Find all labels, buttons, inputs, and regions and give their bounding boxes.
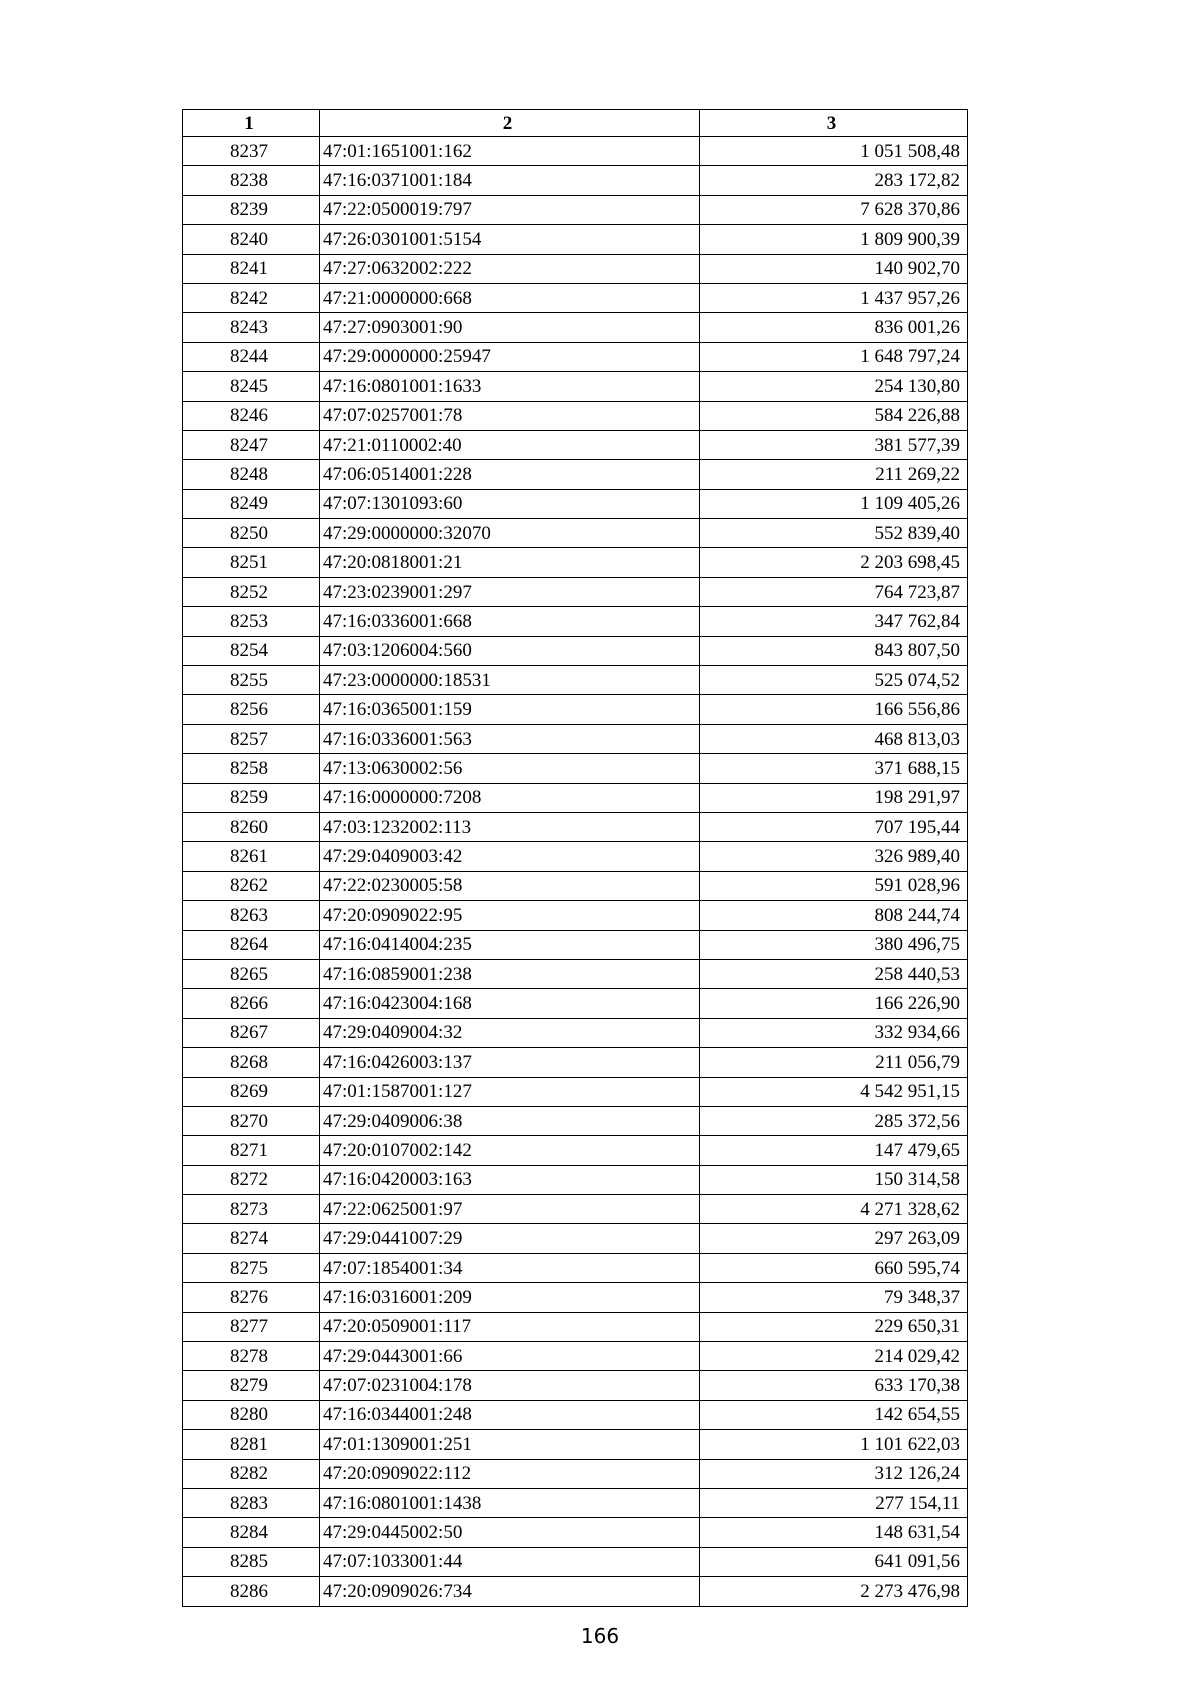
value-cell: 525 074,52 — [700, 666, 968, 695]
value-cell: 2 203 698,45 — [700, 548, 968, 577]
row-number-cell: 8279 — [183, 1371, 320, 1400]
value-cell: 552 839,40 — [700, 519, 968, 548]
value-cell: 347 762,84 — [700, 607, 968, 636]
cadastral-number-cell: 47:16:0336001:563 — [320, 724, 700, 753]
table-row — [183, 1577, 968, 1606]
table-row — [183, 166, 968, 195]
value-cell: 371 688,15 — [700, 754, 968, 783]
row-number-cell: 8266 — [183, 989, 320, 1018]
value-cell: 4 271 328,62 — [700, 1195, 968, 1224]
value-cell: 808 244,74 — [700, 901, 968, 930]
table-row — [183, 1136, 968, 1165]
row-number-cell: 8245 — [183, 372, 320, 401]
table-row — [183, 607, 968, 636]
value-cell: 214 029,42 — [700, 1342, 968, 1371]
row-number-cell: 8275 — [183, 1253, 320, 1282]
cadastral-number-cell: 47:29:0000000:32070 — [320, 519, 700, 548]
row-number-cell: 8255 — [183, 666, 320, 695]
value-cell: 660 595,74 — [700, 1253, 968, 1282]
table-row — [183, 548, 968, 577]
cadastral-number-cell: 47:16:0426003:137 — [320, 1048, 700, 1077]
table-row — [183, 519, 968, 548]
value-cell: 764 723,87 — [700, 577, 968, 606]
row-number-cell: 8274 — [183, 1224, 320, 1253]
cadastral-number-cell: 47:07:0231004:178 — [320, 1371, 700, 1400]
table-row — [183, 195, 968, 224]
cadastral-number-cell: 47:16:0801001:1438 — [320, 1488, 700, 1517]
table-row — [183, 372, 968, 401]
value-cell: 4 542 951,15 — [700, 1077, 968, 1106]
table-row — [183, 1253, 968, 1282]
row-number-cell: 8283 — [183, 1488, 320, 1517]
value-cell: 380 496,75 — [700, 930, 968, 959]
value-cell: 166 226,90 — [700, 989, 968, 1018]
table-body — [183, 137, 968, 1607]
row-number-cell: 8253 — [183, 607, 320, 636]
cadastral-number-cell: 47:29:0000000:25947 — [320, 342, 700, 371]
value-cell: 283 172,82 — [700, 166, 968, 195]
row-number-cell: 8251 — [183, 548, 320, 577]
table-row — [183, 137, 968, 166]
row-number-cell: 8276 — [183, 1283, 320, 1312]
value-cell: 148 631,54 — [700, 1518, 968, 1547]
row-number-cell: 8273 — [183, 1195, 320, 1224]
value-cell: 258 440,53 — [700, 959, 968, 988]
value-cell: 381 577,39 — [700, 430, 968, 459]
cadastral-number-cell: 47:20:0909026:734 — [320, 1577, 700, 1606]
row-number-cell: 8278 — [183, 1342, 320, 1371]
table-row — [183, 1283, 968, 1312]
row-number-cell: 8281 — [183, 1430, 320, 1459]
table-row — [183, 283, 968, 312]
cadastral-number-cell: 47:29:0445002:50 — [320, 1518, 700, 1547]
row-number-cell: 8280 — [183, 1400, 320, 1429]
row-number-cell: 8267 — [183, 1018, 320, 1047]
row-number-cell: 8239 — [183, 195, 320, 224]
value-cell: 641 091,56 — [700, 1547, 968, 1576]
table-row — [183, 401, 968, 430]
value-cell: 211 056,79 — [700, 1048, 968, 1077]
table-row — [183, 666, 968, 695]
value-cell: 198 291,97 — [700, 783, 968, 812]
header-col-3: 3 — [700, 110, 968, 137]
table-row — [183, 959, 968, 988]
table-row — [183, 1342, 968, 1371]
row-number-cell: 8268 — [183, 1048, 320, 1077]
cadastral-number-cell: 47:22:0230005:58 — [320, 871, 700, 900]
value-cell: 229 650,31 — [700, 1312, 968, 1341]
table-row — [183, 901, 968, 930]
row-number-cell: 8259 — [183, 783, 320, 812]
cadastral-number-cell: 47:16:0336001:668 — [320, 607, 700, 636]
table-row — [183, 783, 968, 812]
table-row — [183, 636, 968, 665]
data-table — [182, 109, 968, 1607]
value-cell: 1 101 622,03 — [700, 1430, 968, 1459]
table-row — [183, 225, 968, 254]
table-row — [183, 754, 968, 783]
cadastral-number-cell: 47:16:0423004:168 — [320, 989, 700, 1018]
value-cell: 843 807,50 — [700, 636, 968, 665]
value-cell: 7 628 370,86 — [700, 195, 968, 224]
value-cell: 254 130,80 — [700, 372, 968, 401]
cadastral-number-cell: 47:13:0630002:56 — [320, 754, 700, 783]
cadastral-number-cell: 47:20:0909022:112 — [320, 1459, 700, 1488]
value-cell: 166 556,86 — [700, 695, 968, 724]
row-number-cell: 8240 — [183, 225, 320, 254]
cadastral-number-cell: 47:16:0801001:1633 — [320, 372, 700, 401]
row-number-cell: 8248 — [183, 460, 320, 489]
cadastral-number-cell: 47:20:0107002:142 — [320, 1136, 700, 1165]
cadastral-number-cell: 47:01:1651001:162 — [320, 137, 700, 166]
cadastral-number-cell: 47:20:0818001:21 — [320, 548, 700, 577]
value-cell: 2 273 476,98 — [700, 1577, 968, 1606]
header-col-2: 2 — [320, 110, 700, 137]
table-row — [183, 342, 968, 371]
row-number-cell: 8264 — [183, 930, 320, 959]
cadastral-number-cell: 47:20:0509001:117 — [320, 1312, 700, 1341]
cadastral-number-cell: 47:21:0000000:668 — [320, 283, 700, 312]
cadastral-number-cell: 47:27:0903001:90 — [320, 313, 700, 342]
cadastral-number-cell: 47:06:0514001:228 — [320, 460, 700, 489]
row-number-cell: 8285 — [183, 1547, 320, 1576]
value-cell: 836 001,26 — [700, 313, 968, 342]
row-number-cell: 8271 — [183, 1136, 320, 1165]
value-cell: 1 051 508,48 — [700, 137, 968, 166]
row-number-cell: 8286 — [183, 1577, 320, 1606]
table-row — [183, 1165, 968, 1194]
cadastral-number-cell: 47:07:1033001:44 — [320, 1547, 700, 1576]
table-row — [183, 1312, 968, 1341]
row-number-cell: 8282 — [183, 1459, 320, 1488]
cadastral-number-cell: 47:20:0909022:95 — [320, 901, 700, 930]
cadastral-number-cell: 47:16:0414004:235 — [320, 930, 700, 959]
table-row — [183, 1048, 968, 1077]
cadastral-number-cell: 47:07:1301093:60 — [320, 489, 700, 518]
page-number: 166 — [580, 1624, 620, 1648]
cadastral-number-cell: 47:16:0371001:184 — [320, 166, 700, 195]
cadastral-number-cell: 47:23:0000000:18531 — [320, 666, 700, 695]
value-cell: 312 126,24 — [700, 1459, 968, 1488]
table-row — [183, 930, 968, 959]
table-row — [183, 1430, 968, 1459]
cadastral-number-cell: 47:01:1587001:127 — [320, 1077, 700, 1106]
row-number-cell: 8257 — [183, 724, 320, 753]
cadastral-number-cell: 47:21:0110002:40 — [320, 430, 700, 459]
table-row — [183, 871, 968, 900]
cadastral-number-cell: 47:29:0409003:42 — [320, 842, 700, 871]
table-row — [183, 1371, 968, 1400]
table-row — [183, 313, 968, 342]
value-cell: 1 437 957,26 — [700, 283, 968, 312]
cadastral-number-cell: 47:07:0257001:78 — [320, 401, 700, 430]
table-row — [183, 254, 968, 283]
row-number-cell: 8254 — [183, 636, 320, 665]
cadastral-number-cell: 47:29:0409006:38 — [320, 1106, 700, 1135]
value-cell: 326 989,40 — [700, 842, 968, 871]
table-row — [183, 430, 968, 459]
cadastral-number-cell: 47:29:0409004:32 — [320, 1018, 700, 1047]
row-number-cell: 8272 — [183, 1165, 320, 1194]
row-number-cell: 8237 — [183, 137, 320, 166]
value-cell: 79 348,37 — [700, 1283, 968, 1312]
cadastral-number-cell: 47:22:0625001:97 — [320, 1195, 700, 1224]
table-row — [183, 1488, 968, 1517]
table-row — [183, 695, 968, 724]
table-row — [183, 812, 968, 841]
table-row — [183, 1224, 968, 1253]
header-row — [183, 110, 968, 137]
row-number-cell: 8261 — [183, 842, 320, 871]
table-row — [183, 842, 968, 871]
cadastral-number-cell: 47:03:1206004:560 — [320, 636, 700, 665]
value-cell: 1 809 900,39 — [700, 225, 968, 254]
table-row — [183, 1459, 968, 1488]
value-cell: 1 648 797,24 — [700, 342, 968, 371]
cadastral-number-cell: 47:27:0632002:222 — [320, 254, 700, 283]
row-number-cell: 8270 — [183, 1106, 320, 1135]
row-number-cell: 8262 — [183, 871, 320, 900]
row-number-cell: 8277 — [183, 1312, 320, 1341]
row-number-cell: 8263 — [183, 901, 320, 930]
row-number-cell: 8260 — [183, 812, 320, 841]
row-number-cell: 8246 — [183, 401, 320, 430]
value-cell: 142 654,55 — [700, 1400, 968, 1429]
value-cell: 584 226,88 — [700, 401, 968, 430]
row-number-cell: 8242 — [183, 283, 320, 312]
value-cell: 633 170,38 — [700, 1371, 968, 1400]
cadastral-number-cell: 47:16:0365001:159 — [320, 695, 700, 724]
row-number-cell: 8243 — [183, 313, 320, 342]
header-col-1: 1 — [183, 110, 320, 137]
table-row — [183, 460, 968, 489]
row-number-cell: 8269 — [183, 1077, 320, 1106]
cadastral-number-cell: 47:29:0443001:66 — [320, 1342, 700, 1371]
table-row — [183, 1195, 968, 1224]
row-number-cell: 8238 — [183, 166, 320, 195]
cadastral-number-cell: 47:16:0316001:209 — [320, 1283, 700, 1312]
row-number-cell: 8284 — [183, 1518, 320, 1547]
cadastral-number-cell: 47:07:1854001:34 — [320, 1253, 700, 1282]
cadastral-number-cell: 47:01:1309001:251 — [320, 1430, 700, 1459]
table-row — [183, 489, 968, 518]
value-cell: 468 813,03 — [700, 724, 968, 753]
row-number-cell: 8241 — [183, 254, 320, 283]
value-cell: 150 314,58 — [700, 1165, 968, 1194]
row-number-cell: 8250 — [183, 519, 320, 548]
value-cell: 147 479,65 — [700, 1136, 968, 1165]
table-row — [183, 1547, 968, 1576]
table-row — [183, 1077, 968, 1106]
row-number-cell: 8247 — [183, 430, 320, 459]
cadastral-number-cell: 47:16:0344001:248 — [320, 1400, 700, 1429]
cadastral-number-cell: 47:16:0859001:238 — [320, 959, 700, 988]
cadastral-number-cell: 47:26:0301001:5154 — [320, 225, 700, 254]
table-row — [183, 1106, 968, 1135]
table-row — [183, 724, 968, 753]
row-number-cell: 8252 — [183, 577, 320, 606]
value-cell: 277 154,11 — [700, 1488, 968, 1517]
table-row — [183, 989, 968, 1018]
value-cell: 211 269,22 — [700, 460, 968, 489]
value-cell: 297 263,09 — [700, 1224, 968, 1253]
cadastral-number-cell: 47:23:0239001:297 — [320, 577, 700, 606]
cadastral-number-cell: 47:03:1232002:113 — [320, 812, 700, 841]
row-number-cell: 8244 — [183, 342, 320, 371]
cadastral-number-cell: 47:16:0420003:163 — [320, 1165, 700, 1194]
row-number-cell: 8256 — [183, 695, 320, 724]
value-cell: 332 934,66 — [700, 1018, 968, 1047]
value-cell: 707 195,44 — [700, 812, 968, 841]
table-row — [183, 1518, 968, 1547]
table-row — [183, 577, 968, 606]
row-number-cell: 8249 — [183, 489, 320, 518]
cadastral-number-cell: 47:22:0500019:797 — [320, 195, 700, 224]
cadastral-number-cell: 47:16:0000000:7208 — [320, 783, 700, 812]
value-cell: 140 902,70 — [700, 254, 968, 283]
table-row — [183, 1018, 968, 1047]
table-row — [183, 1400, 968, 1429]
cadastral-number-cell: 47:29:0441007:29 — [320, 1224, 700, 1253]
row-number-cell: 8265 — [183, 959, 320, 988]
value-cell: 1 109 405,26 — [700, 489, 968, 518]
row-number-cell: 8258 — [183, 754, 320, 783]
table-header — [183, 110, 968, 137]
value-cell: 591 028,96 — [700, 871, 968, 900]
value-cell: 285 372,56 — [700, 1106, 968, 1135]
